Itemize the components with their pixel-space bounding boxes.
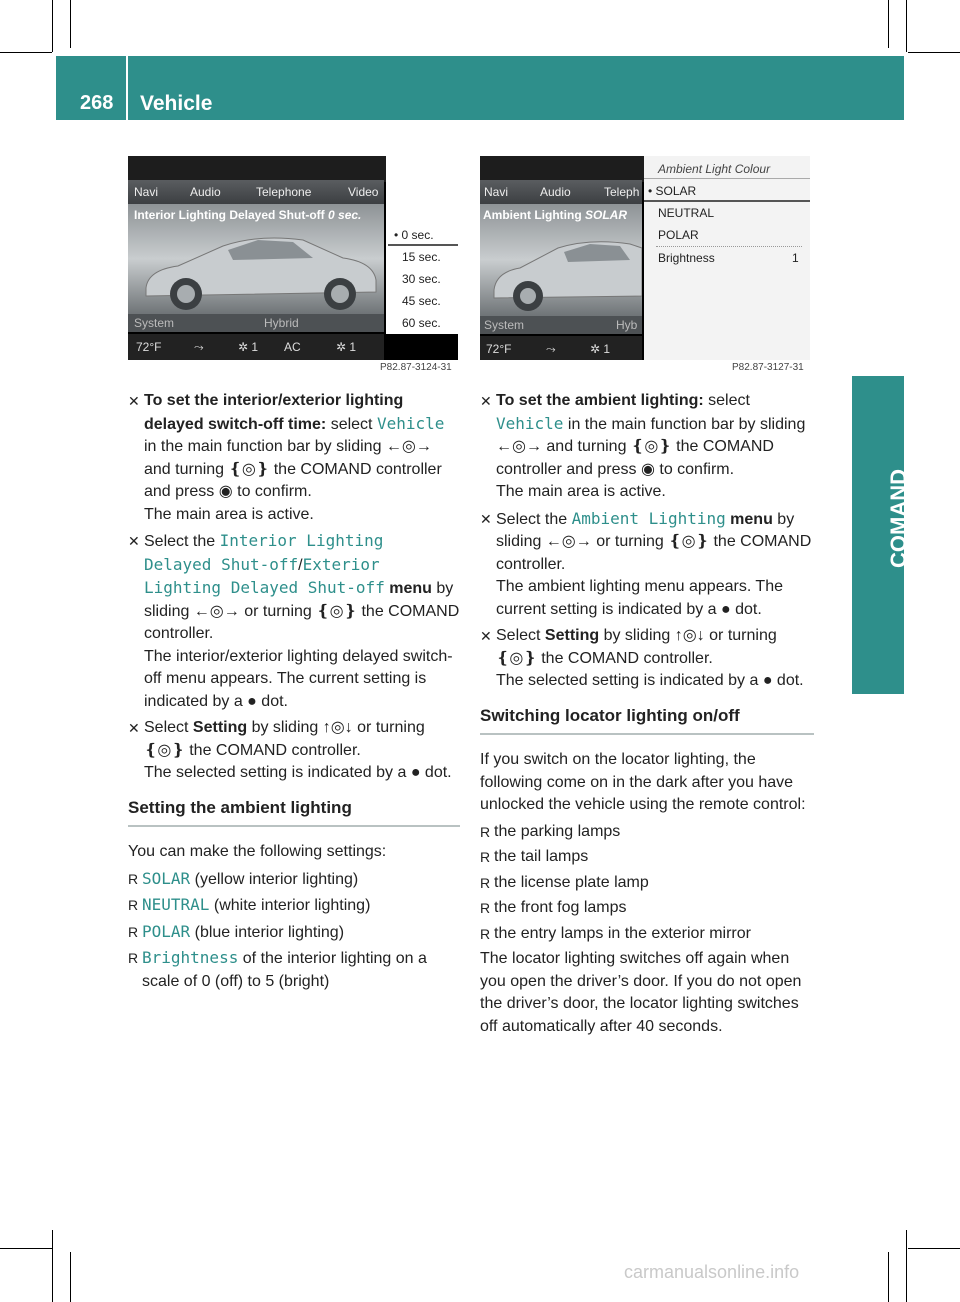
crop-mark [52, 1230, 53, 1302]
brightness-value: 1 [792, 251, 799, 265]
menu-separator [388, 244, 458, 246]
list-item: R NEUTRAL (white interior lighting) [128, 895, 371, 914]
screenshot-interior-lighting [128, 156, 458, 360]
crop-mark [906, 0, 907, 52]
nav-item: Navi [134, 185, 159, 199]
crop-mark [52, 0, 53, 52]
crop-mark [888, 0, 889, 48]
list-item: R the tail lamps [480, 848, 589, 865]
step-arrow-icon: ✕ [480, 393, 492, 409]
seat-icon: ⤳ [194, 340, 204, 354]
list-item: R the entry lamps in the exterior mirror [480, 924, 751, 942]
page-number: 268 [80, 92, 114, 114]
list-item: R the parking lamps [480, 822, 621, 840]
instruction-step: ✕ To set the interior/exterior lighting delayed switch-off time: select Vehicle in the main function bar by sliding ←◎→ and turning ❴◎❵ the COMAND controller and press ◉ to confirm. The main area is active. [128, 392, 445, 523]
step-arrow-icon: ✕ [128, 720, 140, 736]
menu-option: 45 sec. [402, 294, 441, 308]
side-tab-label: COMAND [886, 469, 911, 568]
seat-icon: ⤳ [546, 342, 556, 356]
screen-system-row: System Hybrid [128, 314, 384, 332]
instruction-step: ✕ Select the Ambient Lighting menu by sliding ←◎→ or turning ❴◎❵ the COMAND controller. The ambient lighting menu appears. The current setting is indicated by a ● dot. [480, 508, 812, 618]
fan-icon: ✲ 1 [238, 340, 259, 354]
brightness-label: Brightness [658, 251, 715, 265]
list-item: R the license plate lamp [480, 873, 649, 891]
paragraph: If you switch on the locator lighting, the following come on in the dark after you have unlocked the vehicle using the remote control: [480, 751, 806, 813]
paragraph: The locator lighting switches off again when you open the driver’s door. If you do not open the driver’s door, the locator lighting switches off automatically after 40 seconds. [480, 950, 802, 1035]
menu-separator [656, 246, 802, 247]
nav-item: Telephone [256, 185, 312, 199]
fan-icon: ✲ 1 [590, 342, 611, 356]
crop-mark [0, 52, 52, 53]
fan-icon: ✲ 1 [336, 340, 357, 354]
menu-option-selected: • 0 sec. [394, 228, 434, 242]
nav-item: Navi [484, 185, 509, 199]
header-divider [126, 56, 128, 120]
menu-separator [644, 200, 810, 202]
step-arrow-icon: ✕ [480, 628, 492, 644]
list-item: R POLAR (blue interior lighting) [128, 921, 345, 941]
screen-bottom-bar: 72°F ⤳ ✲ 1 [480, 336, 642, 360]
car-illustration [128, 218, 384, 318]
nav-item: Audio [190, 185, 221, 199]
menu-option: 60 sec. [402, 316, 441, 330]
screenshot-ambient-lighting [480, 156, 810, 360]
list-item: R the front fog lamps [480, 899, 627, 916]
step-arrow-icon: ✕ [480, 510, 492, 527]
figure-caption: P82.87-3124-31 [380, 362, 452, 373]
crop-mark [0, 1248, 52, 1249]
right-column [480, 390, 814, 1042]
screen-bottom-bar: 72°F ⤳ ✲ 1 AC ✲ 1 [128, 334, 384, 360]
menu-title: Ambient Light Colour [658, 162, 771, 176]
list-item: R Brightness of the interior lighting on a scale of 0 (off) to 5 (bright) [128, 948, 427, 990]
menu-option: 15 sec. [402, 250, 441, 264]
crop-mark [70, 0, 71, 48]
instruction-step: ✕ Select Setting by sliding ↑◎↓ or turning ❴◎❵ the COMAND controller. The selected setting is indicated by a ● dot. [480, 627, 804, 689]
list-item: R SOLAR (yellow interior lighting) [128, 868, 359, 888]
step-arrow-icon: ✕ [128, 533, 140, 549]
delay-options-menu [386, 156, 458, 334]
screen-title: Ambient Lighting SOLAR [483, 208, 627, 222]
crop-mark [906, 1230, 907, 1302]
nav-item: Audio [540, 185, 571, 199]
crop-mark [908, 52, 960, 53]
crop-mark [888, 1252, 889, 1302]
left-column [128, 390, 460, 996]
screen-nav-row [128, 180, 384, 204]
screen-system-row: System Hyb [480, 316, 642, 334]
car-illustration [480, 218, 642, 318]
instruction-step: ✕ To set the ambient lighting: select Vehicle in the main function bar by sliding ←◎→ and turning ❴◎❵ the COMAND controller and press ◉ to confirm. The main area is active. [480, 392, 806, 500]
crop-mark [908, 1248, 960, 1249]
section-heading: Switching locator lighting on/off [480, 705, 814, 736]
menu-option: NEUTRAL [658, 206, 715, 220]
screen-title: Interior Lighting Delayed Shut-off 0 sec. [134, 208, 362, 222]
section-title: Vehicle [140, 92, 213, 115]
menu-option: 30 sec. [402, 272, 441, 286]
figure-caption: P82.87-3127-31 [732, 362, 804, 373]
watermark: carmanualsonline.info [624, 1262, 800, 1282]
paragraph: You can make the following settings: [128, 843, 387, 860]
step-arrow-icon: ✕ [128, 393, 140, 409]
menu-separator [644, 178, 810, 179]
menu-option: POLAR [658, 228, 699, 242]
menu-option-selected: • SOLAR [648, 184, 697, 198]
section-heading: Setting the ambient lighting [128, 797, 460, 828]
crop-mark [70, 1252, 71, 1302]
ambient-colour-menu [644, 156, 810, 360]
nav-item: Teleph [604, 185, 640, 199]
screen-nav-row [480, 180, 642, 204]
instruction-step: ✕ Select Setting by sliding ↑◎↓ or turning ❴◎❵ the COMAND controller. The selected setting is indicated by a ● dot. [128, 719, 452, 781]
instruction-step: ✕ Select the Interior Lighting Delayed Shut-off/Exterior Lighting Delayed Shut-off menu by sliding ←◎→ or turning ❴◎❵ the COMAND controller. The interior/exterior lighting delayed switch-off menu appears. The current setting is indicated by a ● dot. [128, 531, 460, 710]
nav-item: Video [348, 185, 379, 199]
